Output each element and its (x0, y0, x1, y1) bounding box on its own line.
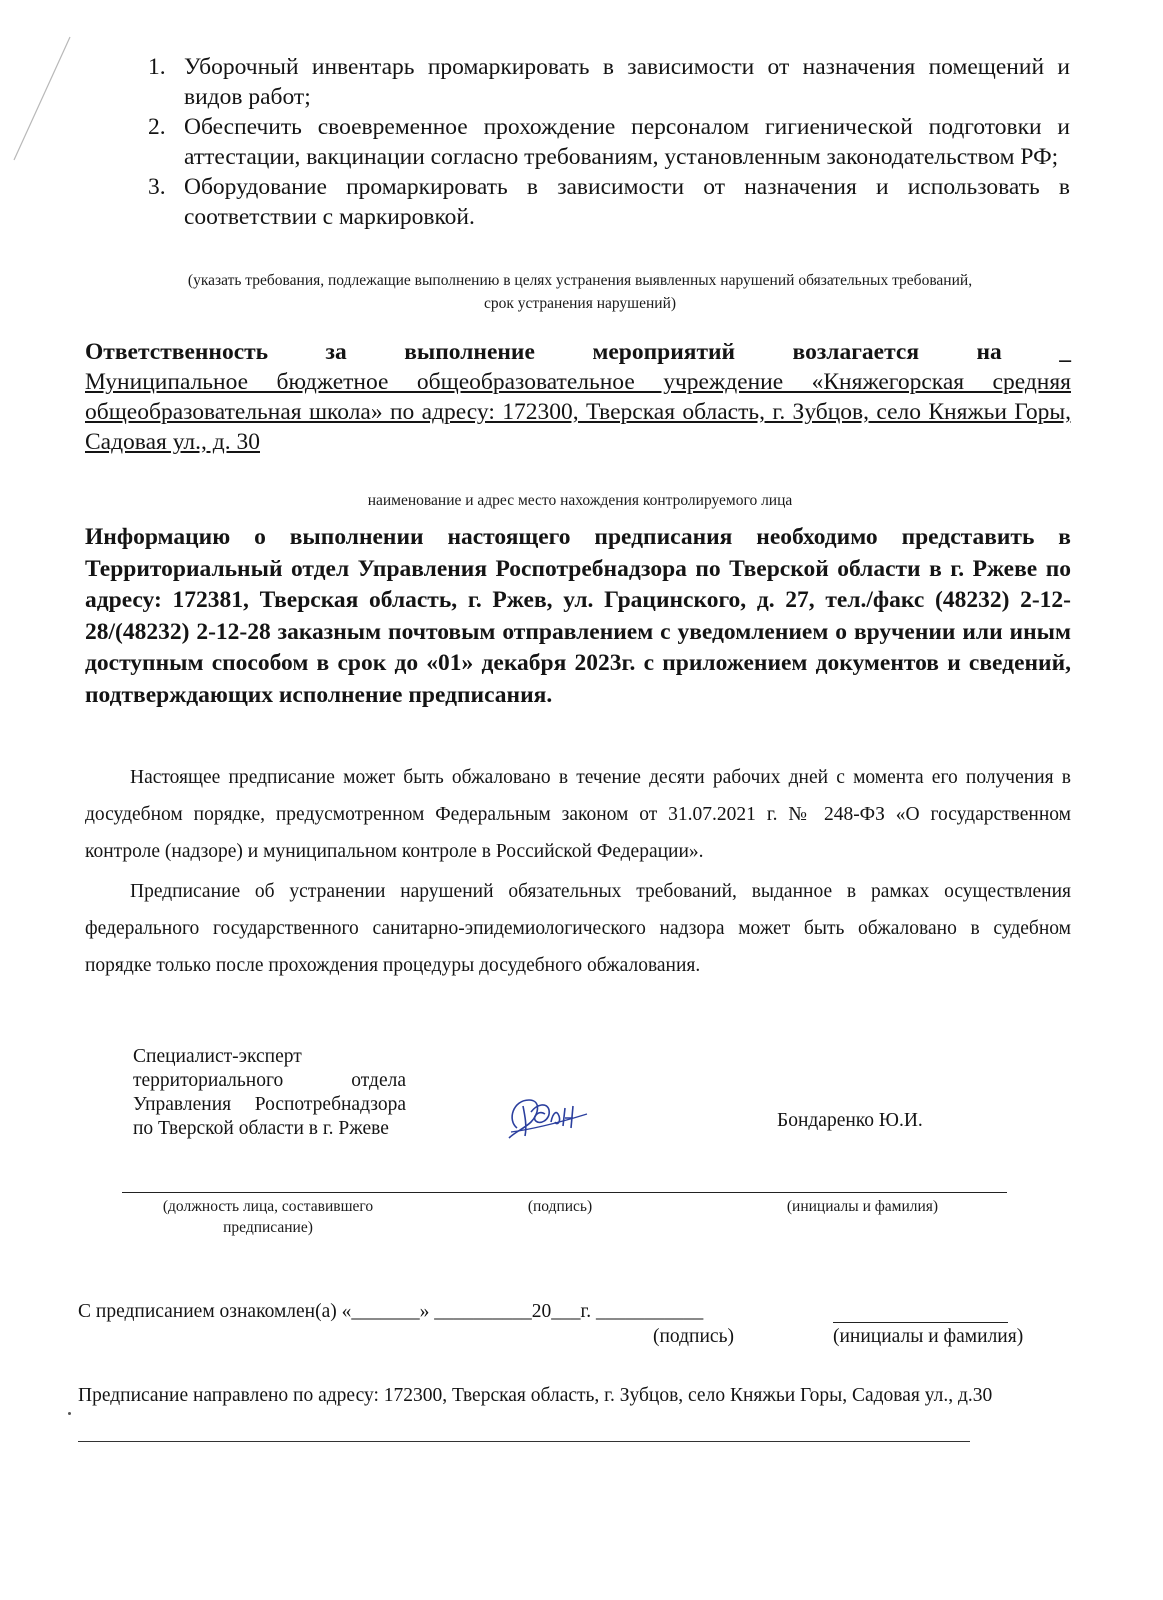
acknowledgement-signature-caption: (подпись) (653, 1326, 734, 1347)
entity-caption: наименование и адрес место нахождения контролируемого лица (367, 492, 793, 509)
requirement-item (148, 112, 1070, 172)
signature-caption: (подпись) (527, 1198, 593, 1215)
requirements-list (148, 52, 1070, 232)
requirement-item (148, 172, 1070, 232)
requirement-text: Обеспечить своевременное прохождение персоналом гигиенической подготовки и аттестации, вакцинации согласно требованиям, установленным законодательством РФ; (184, 114, 1070, 170)
appeal-paragraph-2: Предписание об устранении нарушений обязательных требований, выданное в рамках осуществления федерального государственного санитарно-эпидемиологического надзора может быть обжаловано в судебном порядке только после прохождения процедуры досудебного обжалования. (85, 881, 1071, 976)
requirement-number: 2. (148, 114, 166, 140)
requirement-number: 1. (148, 54, 166, 80)
requirement-number: 3. (148, 174, 166, 200)
bottom-rule (78, 1441, 970, 1442)
requirement-item (148, 52, 1070, 112)
requirements-caption (85, 269, 1075, 315)
requirement-text: Уборочный инвентарь промаркировать в зависимости от назначения помещений и видов работ; (184, 54, 1070, 110)
info-paragraph: Информацию о выполнении настоящего предписания необходимо представить в Территориальный отдел Управления Роспотребнадзора по Тверской области в г. Ржеве по адресу: 172381, Тверская область, г. Ржев, ул. Грацинского, д. 27, тел./факс (48232) 2-12-28/(48232) 2-12-28 заказным почтовым отправлением с уведомлением о вручении или иным доступным способом в срок до «01» декабря 2023г. с приложением документов и сведений, подтверждающих исполнение предписания. (85, 524, 1071, 708)
acknowledgement-initials-line (833, 1322, 1008, 1323)
requirements-caption-line-2: срок устранения нарушений) (483, 295, 677, 312)
signatory-name: Бондаренко Ю.И. (777, 1110, 923, 1131)
scan-speck (68, 1412, 71, 1415)
acknowledgement-initials-caption: (инициалы и фамилия) (833, 1326, 1024, 1347)
signature-divider-line (122, 1192, 1007, 1193)
initials-caption: (инициалы и фамилия) (786, 1198, 939, 1215)
sent-to-address: Предписание направлено по адресу: 172300, Тверская область, г. Зубцов, село Княжьи Горы, Садовая ул., д.30 (78, 1385, 993, 1406)
signatory-position: Специалист-эксперт территориального отдела Управления Роспотребнадзора по Тверской области в г. Ржеве (133, 1046, 406, 1139)
position-caption: (должность лица, составившего предписание) (162, 1198, 374, 1236)
handwritten-signature (503, 1092, 593, 1144)
appeal-paragraph-1: Настоящее предписание может быть обжаловано в течение десяти рабочих дней с момента его получения в досудебном порядке, предусмотренном Федеральным законом от 31.07.2021 г. № 248-ФЗ «О государственном контроле (надзоре) и муниципальном контроле в Российской Федерации». (85, 767, 1071, 862)
scan-edge-mark (8, 35, 78, 165)
responsibility-block (85, 337, 1071, 457)
requirements-caption-line-1: (указать требования, подлежащие выполнению в целях устранения выявленных нарушений обязательных требований, (187, 272, 973, 289)
acknowledgement-line: С предписанием ознакомлен(а) «_______» __________20___г. ___________ (78, 1301, 704, 1322)
responsible-entity: Муниципальное бюджетное общеобразовательное учреждение «Княжегорская средняя общеобразовательная школа» по адресу: 172300, Тверская область, г. Зубцов, село Княжьи Горы, Садовая ул., д. 30 (85, 369, 1071, 455)
requirement-text: Оборудование промаркировать в зависимости от назначения и использовать в соответствии с маркировкой. (184, 174, 1070, 230)
responsibility-heading: Ответственность за выполнение мероприятий возлагается на _ (85, 339, 1071, 365)
